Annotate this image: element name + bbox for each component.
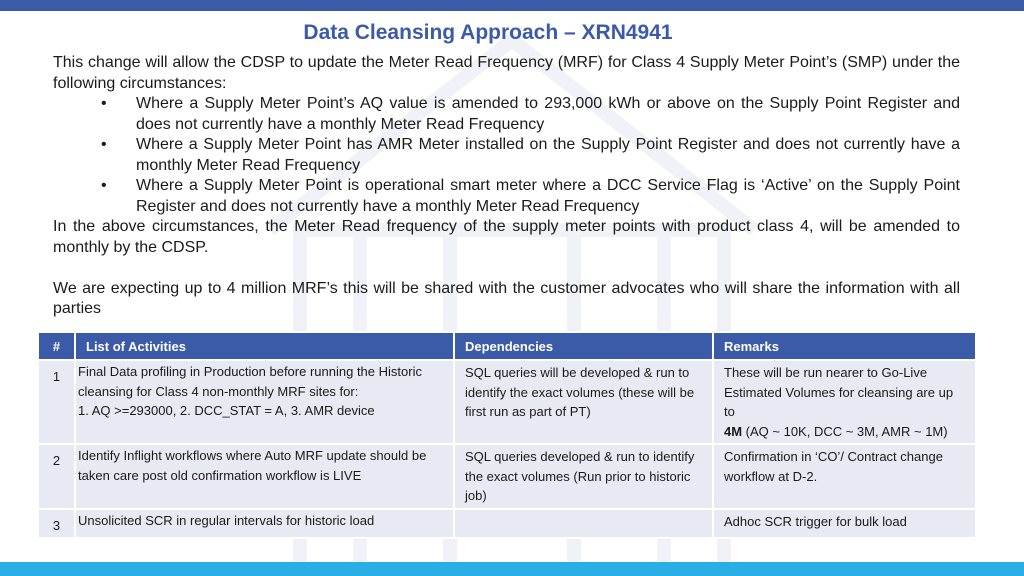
remark-cell <box>713 360 976 444</box>
table-header-row <box>38 332 976 360</box>
row-number: 1 <box>38 360 75 444</box>
activity-cell: Identify Inflight workflows where Auto MRF update should be taken care post old confirmation workflow is LIVE <box>75 444 454 509</box>
top-accent-bar <box>0 0 1024 11</box>
bullet-icon: • <box>101 95 107 112</box>
activity-text: Final Data profiling in Production before running the Historic cleansing for Class 4 non-monthly MRF sites for: <box>78 364 422 399</box>
row-number: 2 <box>38 444 75 509</box>
summary-paragraph: In the above circumstances, the Meter Read frequency of the supply meter points with product class 4, will be amended to monthly by the CDSP. <box>53 218 960 256</box>
header-num: # <box>38 332 75 360</box>
header-remarks: Remarks <box>713 332 976 360</box>
header-activities: List of Activities <box>75 332 454 360</box>
list-item-text: Where a Supply Meter Point is operational smart meter where a DCC Service Flag is ‘Active’ on the Supply Point Register and does not currently have a monthly Meter Read Frequency <box>136 177 960 215</box>
activity-cell <box>75 360 454 444</box>
remark-cell: Confirmation in ‘CO’/ Contract change workflow at D-2. <box>713 444 976 509</box>
dependency-cell <box>454 509 713 539</box>
row-number: 3 <box>38 509 75 539</box>
bullet-icon: • <box>101 177 107 194</box>
table-row <box>38 444 976 509</box>
list-item <box>53 94 960 135</box>
header-dependencies: Dependencies <box>454 332 713 360</box>
remark-breakdown: (AQ ~ 10K, DCC ~ 3M, AMR ~ 1M) <box>742 423 948 439</box>
dependency-cell: SQL queries will be developed & run to identify the exact volumes (these will be first run as part of PT) <box>454 360 713 444</box>
dependency-cell: SQL queries developed & run to identify the exact volumes (Run prior to historic job) <box>454 444 713 509</box>
remark-volume: 4M <box>724 423 743 439</box>
expectation-paragraph: We are expecting up to 4 million MRF’s this will be shared with the customer advocates who will share the information with all parties <box>53 279 960 317</box>
intro-paragraph: This change will allow the CDSP to update the Meter Read Frequency (MRF) for Class 4 Supply Meter Point’s (SMP) under the following circumstances: <box>53 54 960 92</box>
bullet-icon: • <box>101 136 107 153</box>
activity-criteria: 1. AQ >=293000, 2. DCC_STAT = A, 3. AMR device <box>78 403 375 418</box>
list-item <box>53 176 960 217</box>
activity-cell: Unsolicited SCR in regular intervals for historic load <box>75 509 454 539</box>
table-row <box>38 509 976 539</box>
page-title: Data Cleansing Approach – XRN4941 <box>303 21 673 44</box>
list-item-text: Where a Supply Meter Point has AMR Meter installed on the Supply Point Register and does not currently have a monthly Meter Read Frequency <box>136 136 960 174</box>
list-item-text: Where a Supply Meter Point’s AQ value is amended to 293,000 kWh or above on the Supply Point Register and does not currently have a monthly Meter Read Frequency <box>136 95 960 133</box>
activities-table <box>37 331 977 539</box>
remark-cell: Adhoc SCR trigger for bulk load <box>713 509 976 539</box>
table-row <box>38 360 976 444</box>
circumstance-list <box>53 94 960 217</box>
remark-text: These will be run nearer to Go-Live Estimated Volumes for cleansing are up to <box>724 365 954 419</box>
bottom-accent-bar <box>0 562 1024 576</box>
list-item <box>53 135 960 176</box>
description-block <box>53 53 960 320</box>
